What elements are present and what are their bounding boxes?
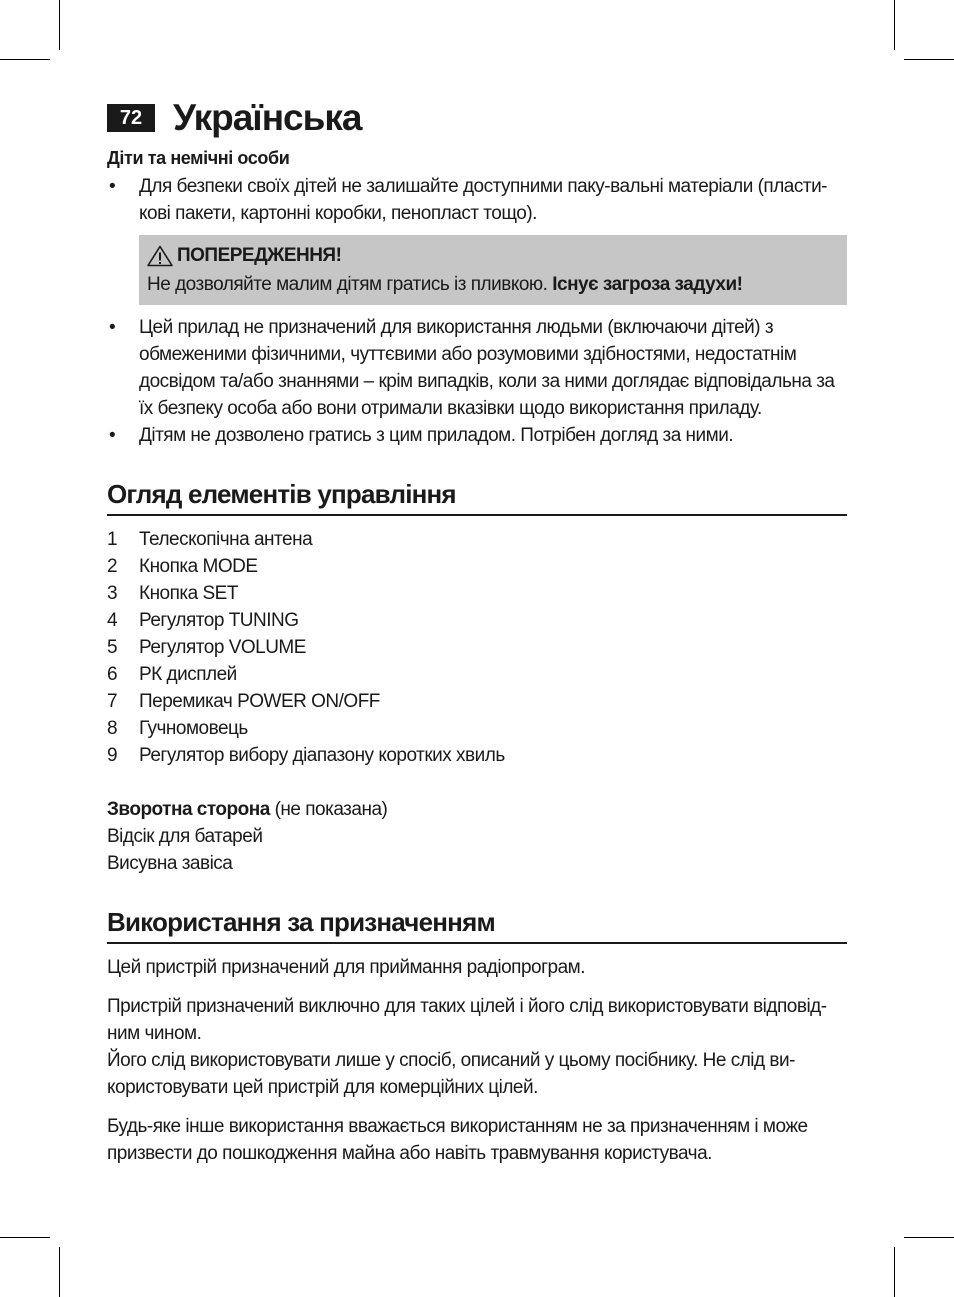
item-number: 7 <box>107 691 118 712</box>
item-label: Регулятор вибору діапазону коротких хвиль <box>139 745 505 766</box>
item-number: 2 <box>107 556 118 577</box>
children-heading: Діти та немічні особи <box>107 148 290 168</box>
item-label: Регулятор TUNING <box>139 610 299 631</box>
warning-box <box>139 235 847 305</box>
children-bullets <box>107 173 847 227</box>
language-title: Українська <box>173 97 362 138</box>
children-bullets-2 <box>107 314 847 449</box>
list-item <box>107 715 847 742</box>
item-number: 3 <box>107 583 118 604</box>
list-item <box>107 580 847 607</box>
back-side-heading: Зворотна сторона <box>107 799 270 820</box>
crop-mark <box>0 1237 50 1238</box>
warning-emphasis: Існує загроза задухи! <box>552 274 743 295</box>
back-item-battery: Відсік для батарей <box>107 826 263 847</box>
item-label: Гучномовець <box>139 718 248 739</box>
item-label: Телескопічна антена <box>139 529 313 550</box>
item-number: 8 <box>107 718 118 739</box>
crop-mark <box>904 1237 954 1238</box>
crop-mark <box>0 59 50 60</box>
crop-mark <box>59 1247 60 1297</box>
back-side-note: (не показана) <box>269 799 388 820</box>
warning-body <box>147 270 839 299</box>
bullet-no-play: • Дітям не дозволено гратись з цим приладом. Потрібен догляд за ними. <box>107 422 847 449</box>
bullet-limited-abilities: • Цей прилад не призначений для використання людьми (включаючи дітей) з обмеженими фізичними, чуттєвими або розумовими здібностями, недостатнім досвідом та/або знаннями – крім випадків, коли за ними доглядає відповідальна за їх безпеку особа або вони отримали вказівки щодо використання приладу. <box>107 314 847 422</box>
item-number: 1 <box>107 529 118 550</box>
item-label: Кнопка MODE <box>139 556 258 577</box>
controls-list <box>107 526 847 769</box>
list-item <box>107 661 847 688</box>
back-side-heading-line <box>107 796 847 823</box>
item-label: Регулятор VOLUME <box>139 637 306 658</box>
item-number: 6 <box>107 664 118 685</box>
item-number: 4 <box>107 610 118 631</box>
warning-text: Не дозволяйте малим дітям гратись із пливкою. <box>147 274 553 295</box>
manual-page <box>107 96 847 1167</box>
item-label: Кнопка SET <box>139 583 238 604</box>
list-item <box>107 607 847 634</box>
list-item <box>107 742 847 769</box>
list-item <box>107 688 847 715</box>
usage-title: Використання за призначенням <box>107 907 847 944</box>
list-item <box>107 526 847 553</box>
list-item <box>107 553 847 580</box>
page-number: 72 <box>107 104 155 132</box>
warning-triangle-icon <box>147 245 173 267</box>
bullet-packaging: • Для безпеки своїх дітей не залишайте доступними паку-вальні матеріали (пласти-кові пакети, картонні коробки, пенопласт тощо). <box>107 173 847 227</box>
usage-paragraph-4: Будь-яке інше використання вважається використанням не за призначенням і може призвести до пошкодження майна або навіть травмування користувача. <box>107 1116 808 1164</box>
list-item <box>107 634 847 661</box>
crop-mark <box>894 1247 895 1297</box>
warning-title: ПОПЕРЕДЖЕННЯ! <box>177 245 342 266</box>
back-item-strap: Висувна завіса <box>107 853 233 874</box>
usage-paragraph-2: Пристрій призначений виключно для таких цілей і його слід використовувати відповід-ним чином. <box>107 996 827 1044</box>
page-header <box>107 96 847 140</box>
crop-mark <box>894 0 895 50</box>
item-label: РК дисплей <box>139 664 237 685</box>
item-number: 9 <box>107 745 118 766</box>
usage-paragraph-1: Цей пристрій призначений для приймання радіопрограм. <box>107 957 585 978</box>
item-label: Перемикач POWER ON/OFF <box>139 691 380 712</box>
back-side-block <box>107 796 847 877</box>
usage-paragraph-3: Його слід використовувати лише у спосіб, описаний у цьому посібнику. Не слід ви-користовувати цей пристрій для комерційних цілей. <box>107 1050 795 1098</box>
warning-heading <box>147 241 839 270</box>
item-number: 5 <box>107 637 118 658</box>
crop-mark <box>59 0 60 50</box>
crop-mark <box>904 59 954 60</box>
controls-title: Огляд елементів управління <box>107 479 847 516</box>
